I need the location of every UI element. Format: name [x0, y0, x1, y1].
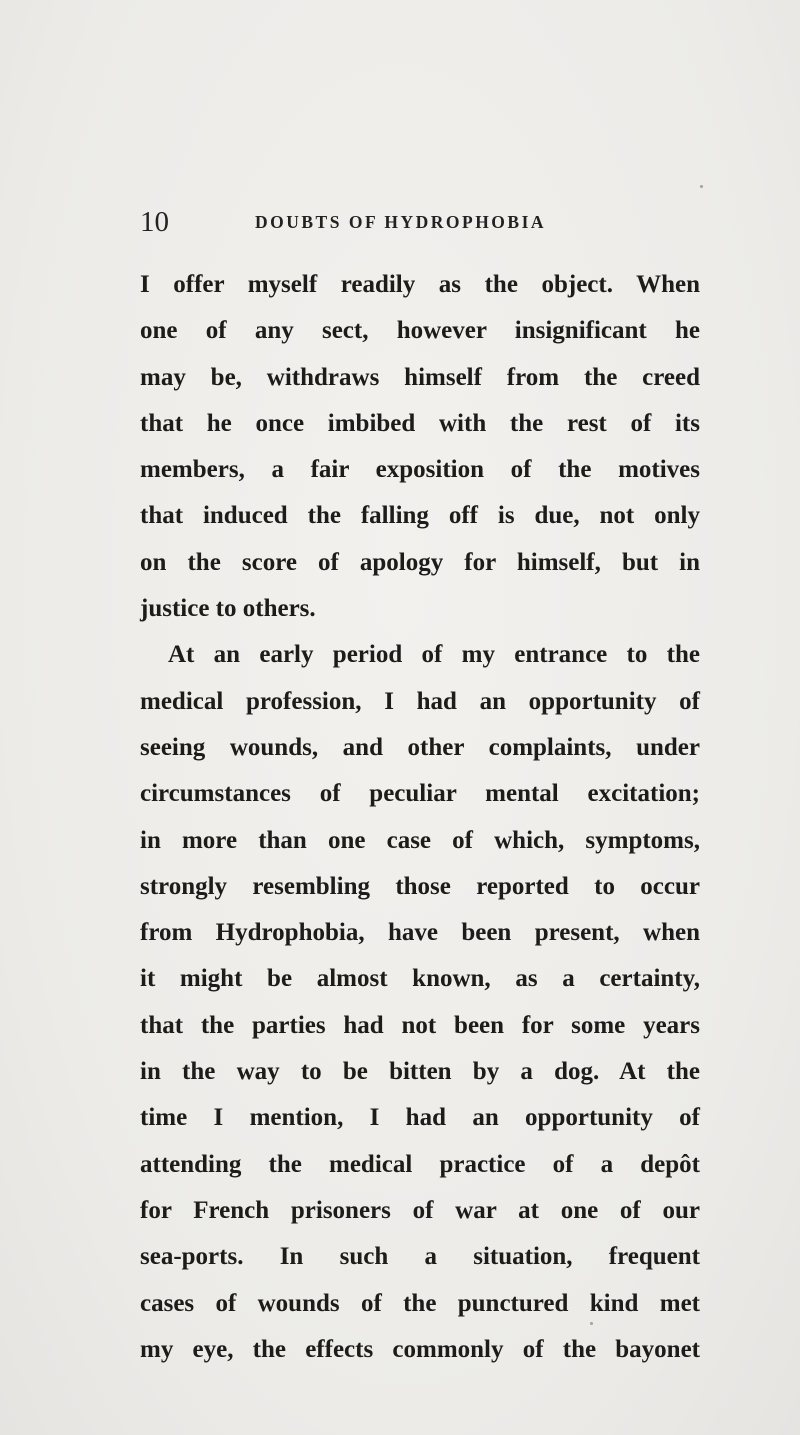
text-line: I offer myself readily as the object. When [140, 271, 700, 298]
text-line: that he once imbibed with the rest of its [140, 409, 700, 437]
text-line: that induced the falling off is due, not only [140, 502, 700, 530]
text-line: on the score of apology for himself, but in [140, 548, 700, 576]
page-number: 10 [140, 206, 169, 238]
running-title: DOUBTS OF HYDROPHOBIA [255, 212, 547, 232]
text-line: At an early period of my entrance to the [168, 641, 700, 669]
body-text [140, 262, 700, 1373]
text-line: strongly resembling those reported to occur [140, 872, 700, 900]
text-line: that the parties had not been for some years [140, 1011, 700, 1039]
text-line: circumstances of peculiar mental excitation; [140, 780, 700, 808]
text-line: my eye, the effects commonly of the bayonet [140, 1335, 700, 1363]
text-line: from Hydrophobia, have been present, when [140, 919, 700, 947]
text-line: for French prisoners of war at one of our [140, 1196, 700, 1224]
text-line: one of any sect, however insignificant he [140, 317, 700, 345]
text-line: time I mention, I had an opportunity of [140, 1104, 700, 1132]
text-line: sea-ports. In such a situation, frequent [140, 1243, 700, 1271]
text-line: attending the medical practice of a depôt [140, 1150, 700, 1178]
paper-speck [700, 185, 703, 188]
text-line: may be, withdraws himself from the creed [140, 363, 700, 391]
text-line: seeing wounds, and other complaints, under [140, 733, 700, 761]
running-head [140, 202, 700, 242]
text-line: it might be almost known, as a certainty, [140, 965, 700, 993]
text-line: in more than one case of which, symptoms, [140, 826, 700, 854]
text-line: justice to others. [140, 595, 316, 623]
text-line: medical profession, I had an opportunity of [140, 687, 700, 715]
text-line: in the way to be bitten by a dog. At the [140, 1058, 700, 1086]
text-line: members, a fair exposition of the motives [140, 456, 700, 484]
text-line: cases of wounds of the punctured kind met [140, 1289, 700, 1317]
